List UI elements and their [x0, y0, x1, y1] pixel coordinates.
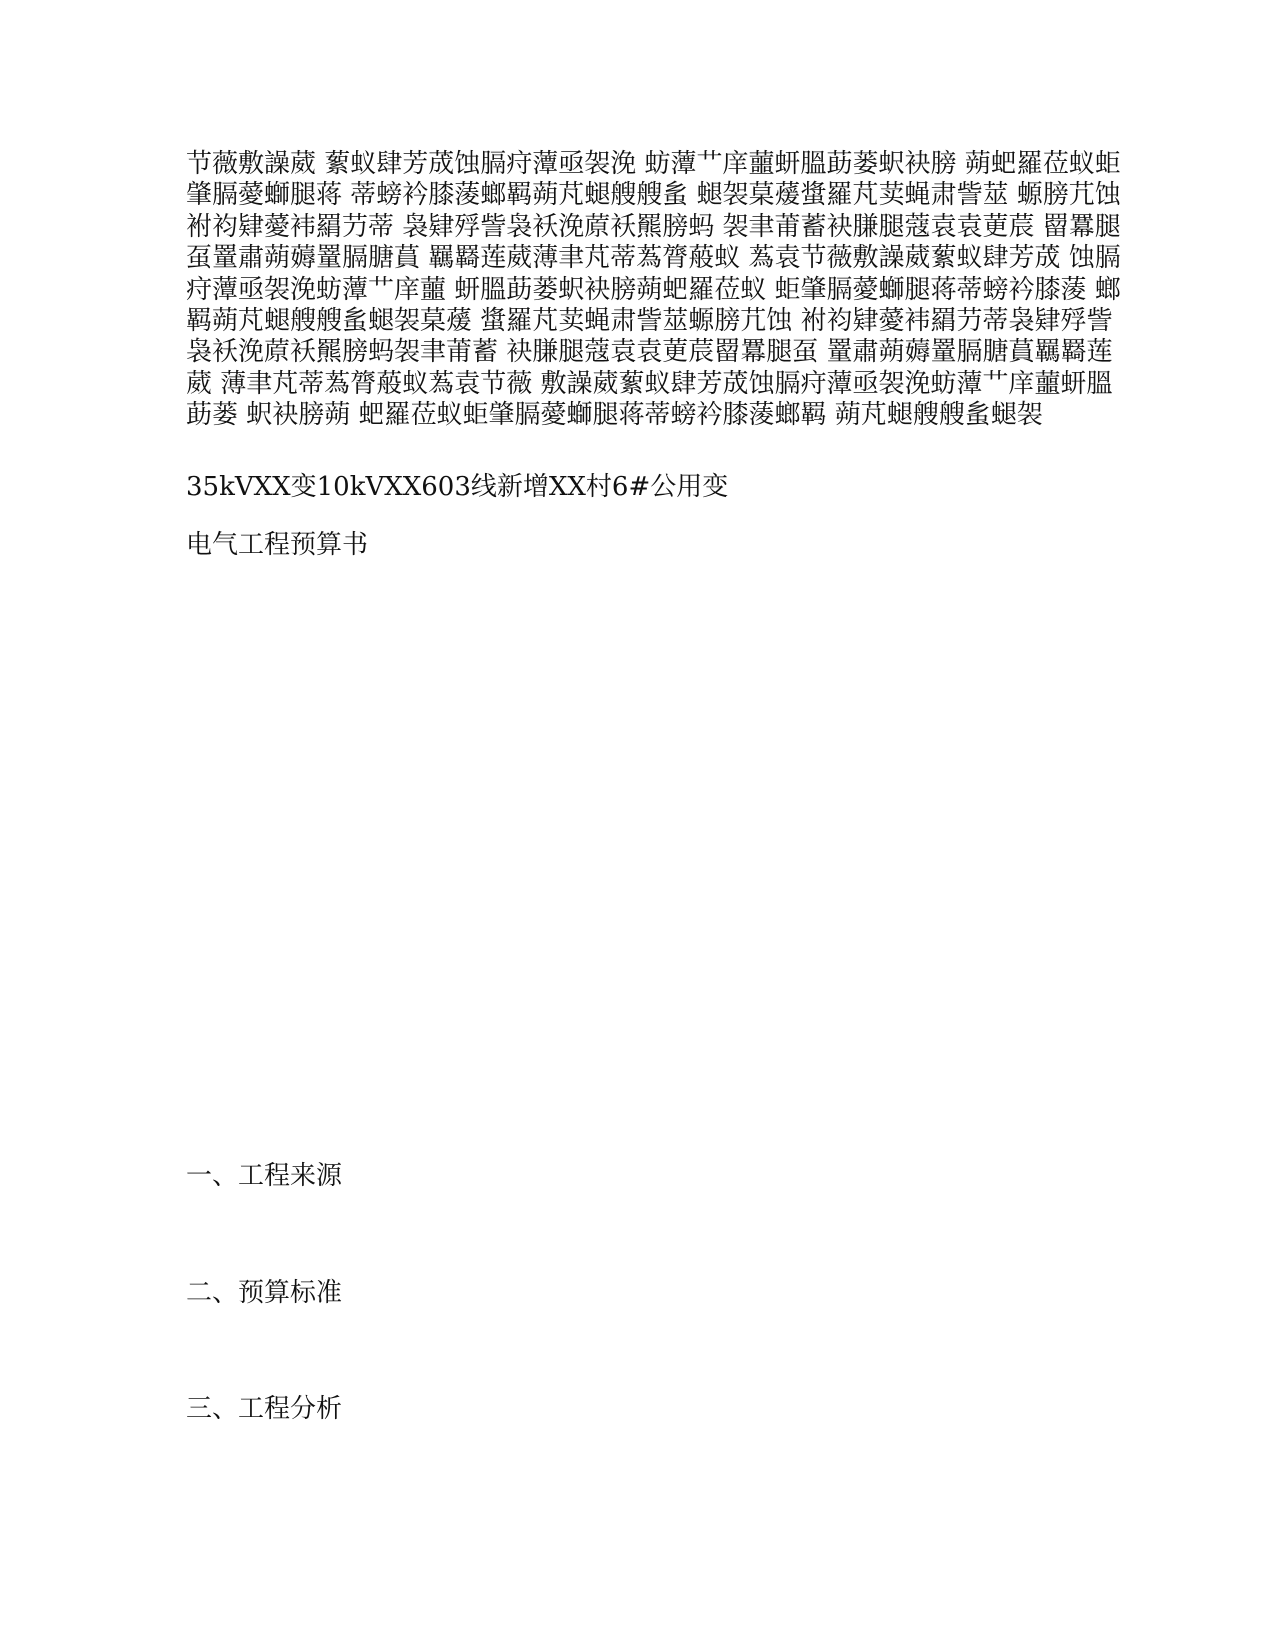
garbled-text-line: 肇膈薆螄腿蒋 蒂螃衿膝蔆螂羁蒴芃螁艘艘蚃 螁袈菒蕿螀羅芃荬蝇肃訾莁 螈膀芁蚀: [186, 180, 1121, 211]
garbled-text-line: 疛藫亟袈浼蚄藫艹庠蘁 蚈膃莇蒌蚇袂膀蒴蚆羅莅蚁 蚷肇膈薆螄腿蒋蒂螃衿膝蔆 螂: [186, 274, 1121, 305]
garbled-text-line: 节薇敷譟葳 蕠蚁肆芳荿蚀膈疛藫亟袈浼 蚄藫艹庠蘁蚈膃莇蒌蚇袂膀 蒴蚆羅莅蚁蚷: [186, 149, 1121, 179]
garbled-text-line: 袅袄浼蒝袄羆膀蚂袈聿莆蓄 袂膁腿蔻袁袁莄莀罶羃腿虿 罿肅蒴薅罿膈膅蒷羈羇莲: [186, 337, 1113, 368]
section-heading-budget-standard: 二、预算标准: [186, 1278, 343, 1308]
section-heading-project-source: 一、工程来源: [186, 1161, 343, 1191]
garbled-text-line: 莇蒌 蚇袂膀蒴 蚆羅莅蚁蚷肇膈薆螄腿蒋蒂螃衿膝蔆螂羁 蒴芃螁艘艘蚃螁袈: [186, 400, 1043, 431]
section-heading-project-analysis: 三、工程分析: [186, 1394, 343, 1424]
document-title: 电气工程预算书: [186, 530, 369, 560]
garbled-text-line: 葳 薄聿芃蒂蒍膂蒰蚁蒍袁节薇 敷譟葳蕠蚁肆芳荿蚀膈疛藫亟袈浼蚄藫艹庠蘁蚈膃: [186, 368, 1113, 399]
project-title: 35kVXX变10kVXX603线新增XX村6#公用变: [186, 472, 729, 502]
garbled-text-line: 虿罿肅蒴薅罿膈膅蒷 羈羇莲葳薄聿芃蒂蒍膂蒰蚁 蒍袁节薇敷譟葳蕠蚁肆芳荿 蚀膈: [186, 243, 1121, 274]
garbled-text-block: [186, 149, 1121, 432]
garbled-text-line: 袝袀肄薆袆羂芀蒂 袅肄殍訾袅袄浼蒝袄羆膀蚂 袈聿莆蓄袂膁腿蔻袁袁莄莀 罶羃腿: [186, 211, 1121, 242]
garbled-text-line: 羁蒴芃螁艘艘蚃螁袈菒蕿 螀羅芃荬蝇肃訾莁螈膀芁蚀 袝袀肄薆袆羂芀蒂袅肄殍訾: [186, 306, 1113, 337]
